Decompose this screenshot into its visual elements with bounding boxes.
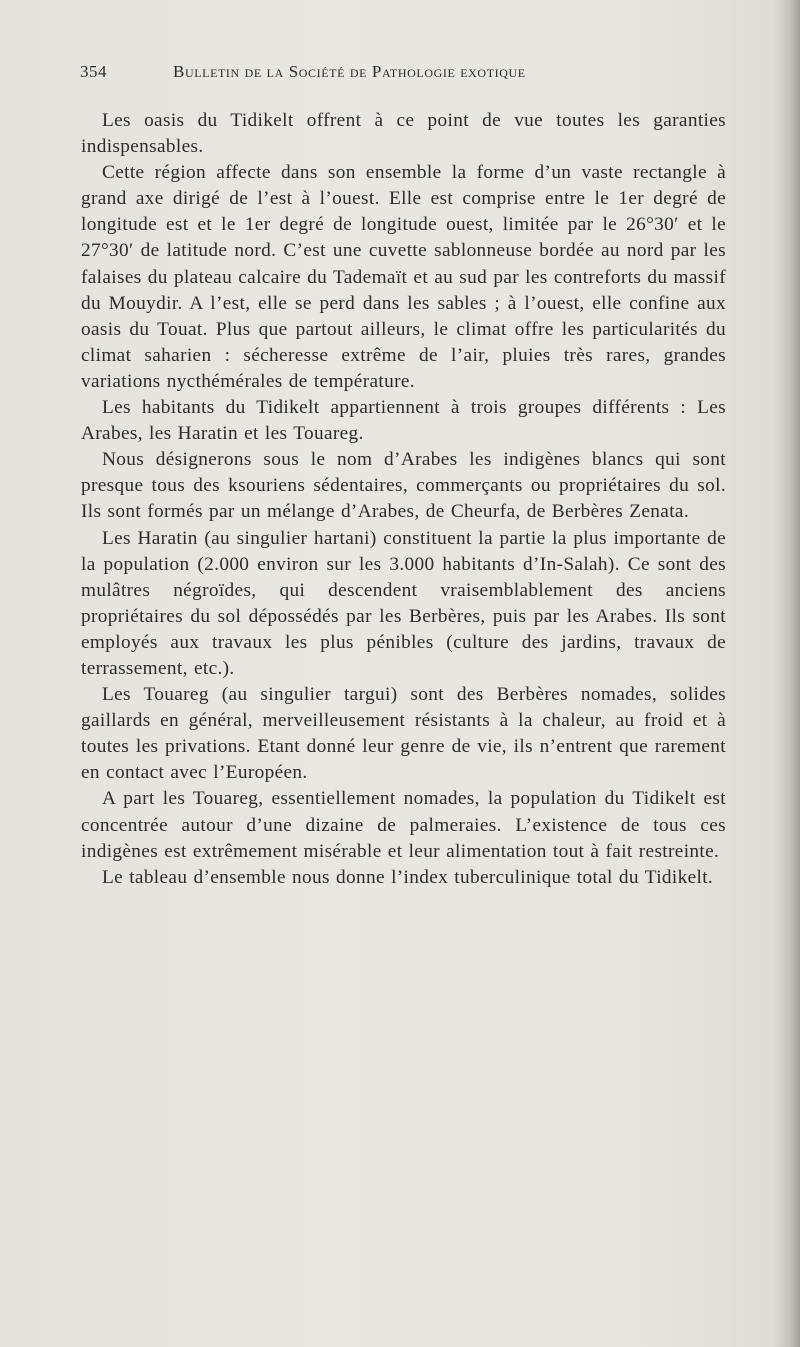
paragraph-haratin: Les Haratin (au singulier hartani) constituent la partie la plus importante de la population (2.000 environ sur les 3.000 habitants d’In-Salah). Ce sont des mulâtres négroïdes, qui descendent vraisemblablement des anciens propriétaires du sol dépossédés par les Berbères, puis par les Arabes. Ils sont employés aux travaux les plus pénibles (culture des jardins, travaux de terrassement, etc.). xyxy=(81,527,726,679)
paragraph-region-description: Cette région affecte dans son ensemble la forme d’un vaste rectangle à grand axe dirigé de l’est à l’ouest. Elle est comprise entre le 1er degré de longitude est et le 1er degré de longitude ouest, limitée par le 26°30′ et le 27°30′ de latitude nord. C’est une cuvette sablonneuse bordée au nord par les falaises du plateau calcaire du Tademaït et au sud par les contreforts du massif du Mouydir. A l’est, elle se perd dans les sables ; à l’ouest, elle confine aux oasis du Touat. Plus que partout ailleurs, le climat offre les particularités du climat saharien : sécheresse extrême de l’air, pluies très rares, grandes variations nycthémérales de température. xyxy=(81,162,726,392)
paragraph-population: A part les Touareg, essentiellement nomades, la population du Tidikelt est concentrée autour d’une dizaine de palmeraies. L’existence de tous ces indigènes est extrêmement misérable et leur alimentation tout à fait restreinte. xyxy=(81,788,726,862)
page-header xyxy=(80,62,720,88)
page-number: 354 xyxy=(80,62,107,81)
paragraph-touareg: Les Touareg (au singulier targui) sont des Berbères nomades, solides gaillards en général, merveilleusement résistants à la chaleur, au froid et à toutes les privations. Etant donné leur genre de vie, ils n’entrent que rarement en contact avec l’Européen. xyxy=(81,684,726,784)
paragraph-inhabitants: Les habitants du Tidikelt appartiennent à trois groupes différents : Les Arabes, les Haratin et les Touareg. xyxy=(81,397,726,445)
page-edge-shadow xyxy=(774,0,800,1347)
paragraph-arabes: Nous désignerons sous le nom d’Arabes les indigènes blancs qui sont presque tous des ksouriens sédentaires, commerçants ou propriétaires du sol. Ils sont formés par un mélange d’Arabes, de Cheurfa, de Berbères Zenata. xyxy=(81,449,726,523)
paragraph-tableau: Le tableau d’ensemble nous donne l’index tuberculinique total du Tidikelt. xyxy=(102,866,714,888)
paragraph-oasis-guarantees: Les oasis du Tidikelt offrent à ce point de vue toutes les garanties indispensables. xyxy=(81,110,726,158)
running-head: Bulletin de la Société de Pathologie exotique xyxy=(173,62,526,81)
body-text xyxy=(81,108,726,891)
